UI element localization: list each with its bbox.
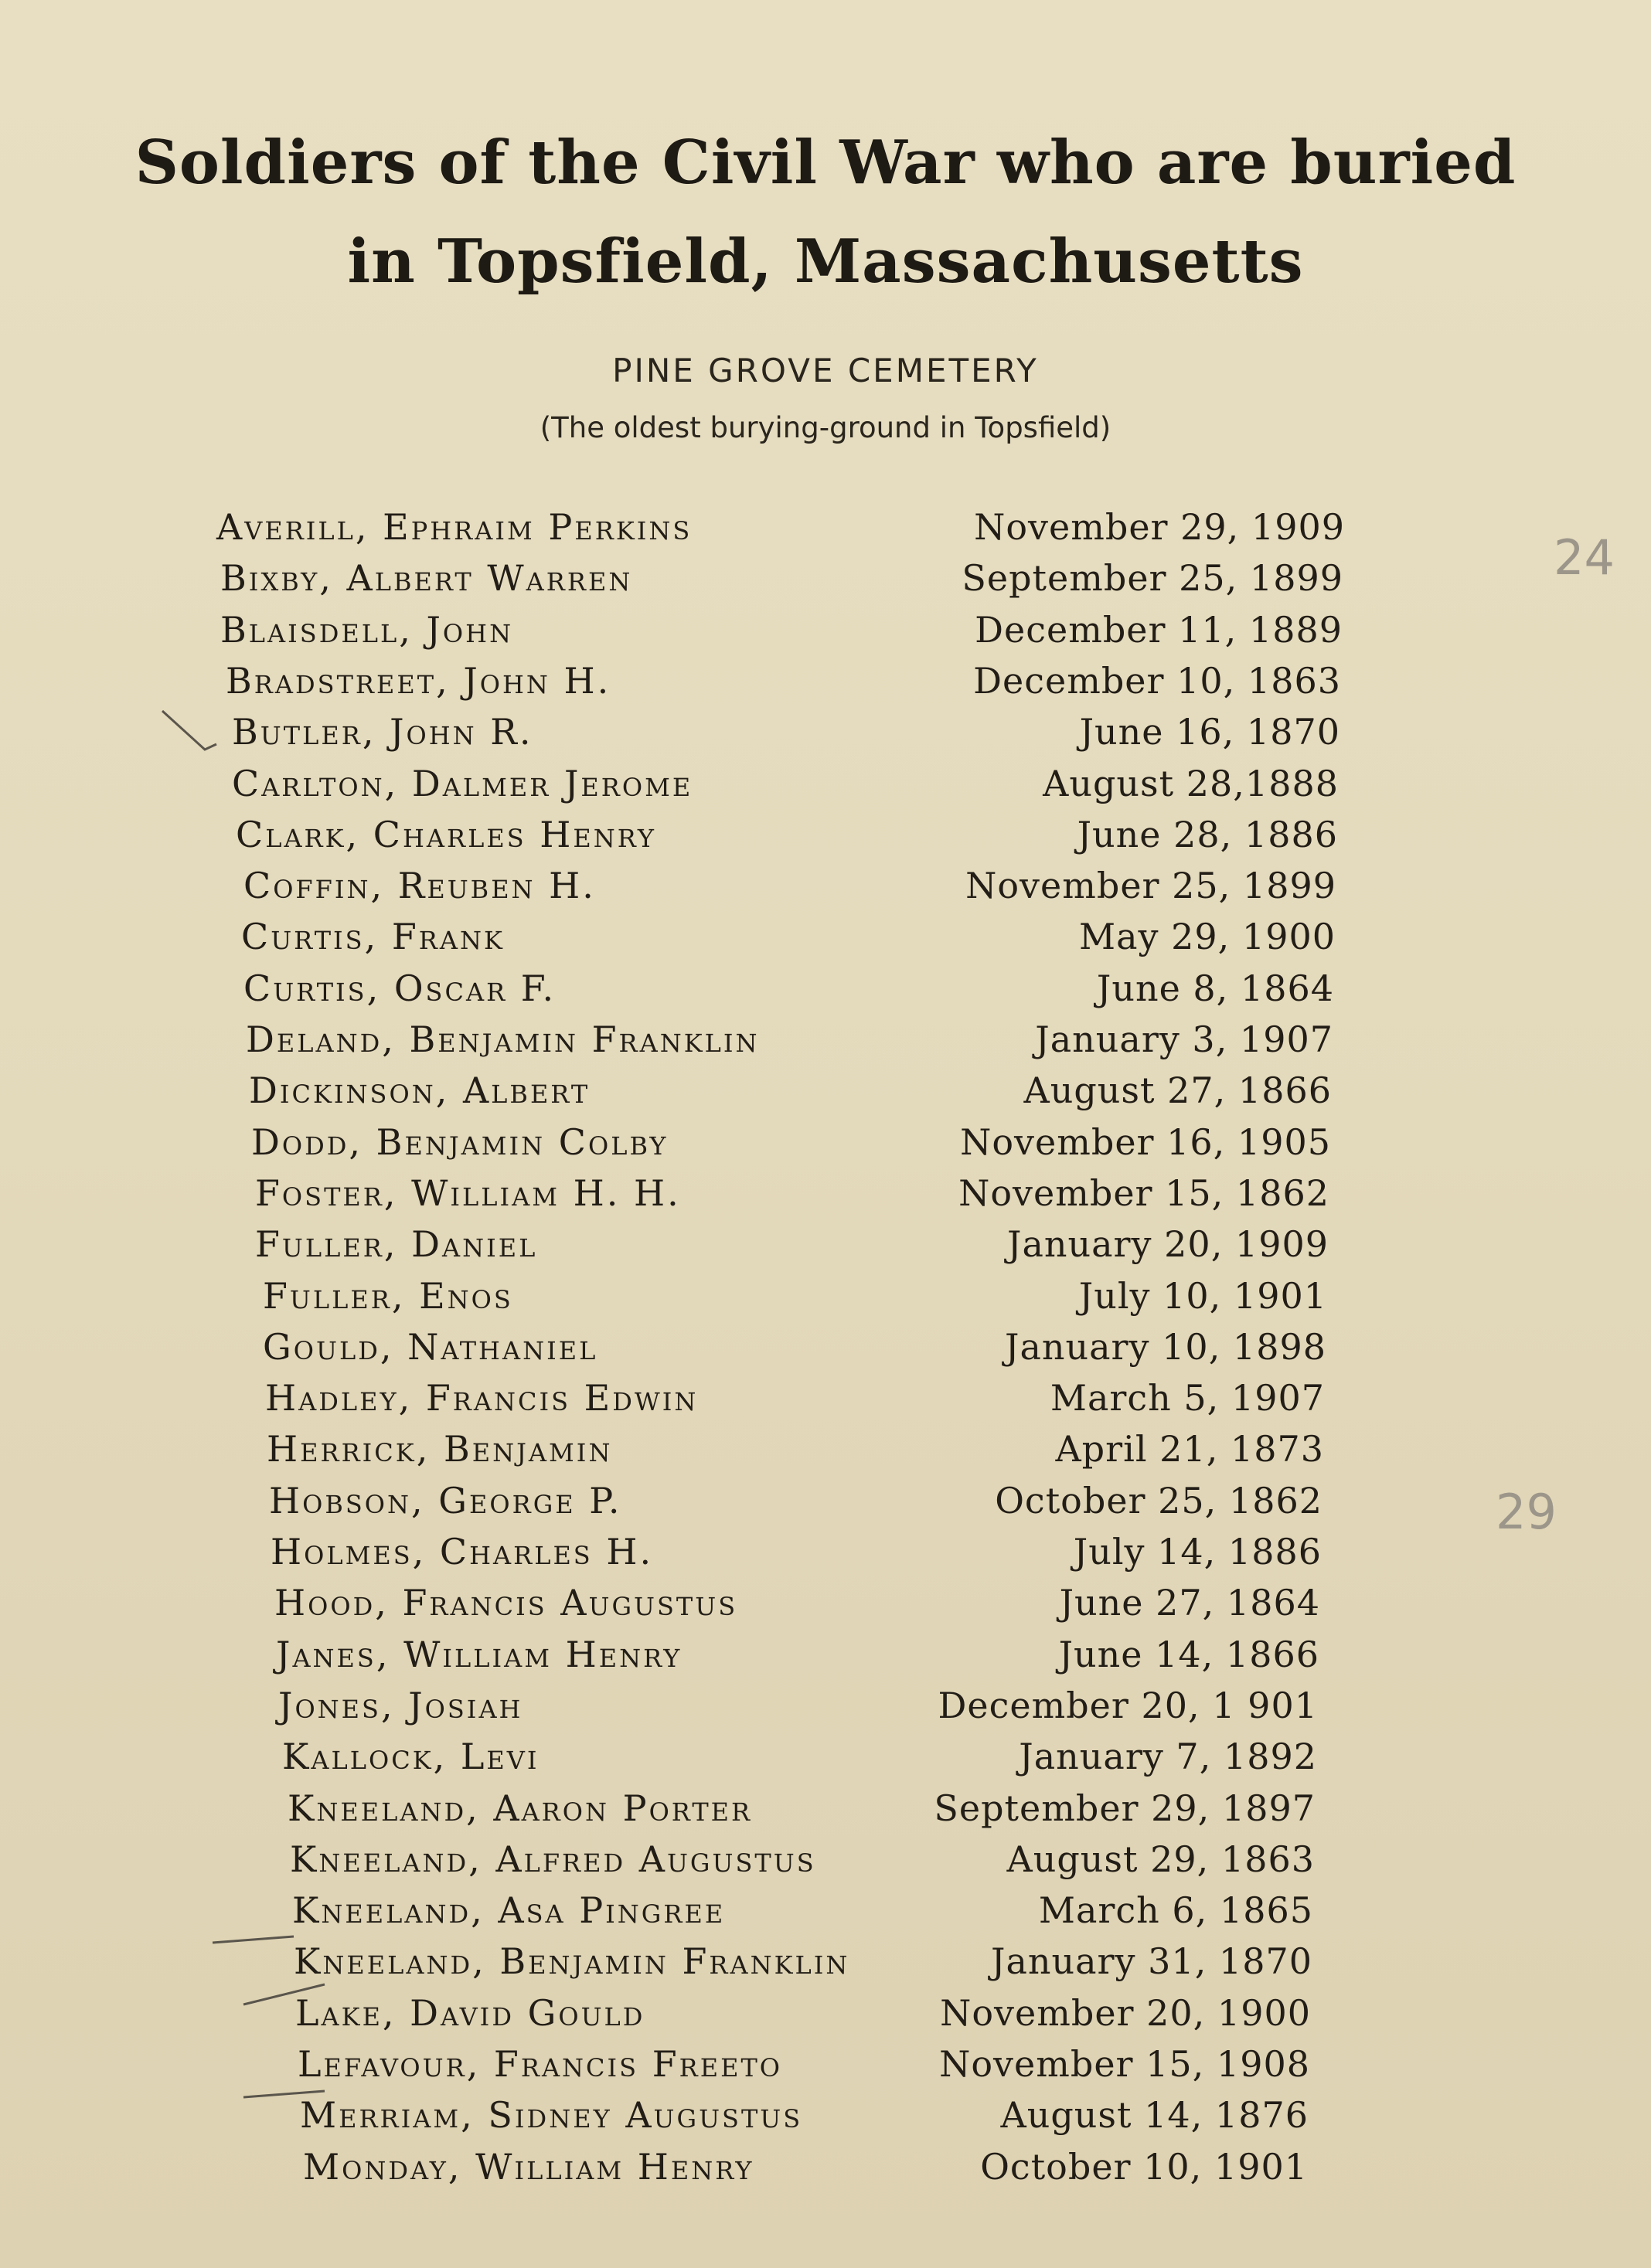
burial-row xyxy=(0,865,1651,916)
burial-row xyxy=(0,814,1651,865)
burial-row xyxy=(0,1069,1651,1120)
burial-row xyxy=(0,1018,1651,1069)
burial-date: July 14, 1886 xyxy=(1073,1531,1322,1573)
burial-date: January 7, 1892 xyxy=(1019,1736,1317,1778)
burial-date: September 25, 1899 xyxy=(962,557,1343,600)
burial-row xyxy=(0,1787,1651,1838)
soldier-name: Holmes, Charles H. xyxy=(271,1531,654,1573)
burial-date: March 5, 1907 xyxy=(1050,1377,1325,1420)
burial-row xyxy=(0,1480,1651,1531)
burial-date: October 10, 1901 xyxy=(980,2145,1308,2188)
margin-note-pencil: 29 xyxy=(1496,1484,1557,1540)
soldier-name: Hood, Francis Augustus xyxy=(274,1582,738,1624)
burial-row xyxy=(0,1326,1651,1377)
burial-row xyxy=(0,660,1651,711)
soldier-name: Lefavour, Francis Freeto xyxy=(298,2043,783,2085)
burial-row xyxy=(0,916,1651,967)
soldier-name: Kneeland, Asa Pingree xyxy=(292,1889,726,1932)
burial-row xyxy=(0,1531,1651,1582)
burial-date: June 14, 1866 xyxy=(1058,1633,1319,1675)
burial-row xyxy=(0,1685,1651,1736)
soldier-name: Hadley, Francis Edwin xyxy=(265,1377,699,1420)
burial-row xyxy=(0,1838,1651,1889)
soldier-name: Carlton, Dalmer Jerome xyxy=(232,762,693,804)
soldier-name: Bradstreet, John H. xyxy=(226,659,611,702)
burial-row xyxy=(0,1582,1651,1633)
burial-date: July 10, 1901 xyxy=(1078,1274,1327,1317)
cemetery-note: (The oldest burying-ground in Topsfield) xyxy=(540,411,1111,444)
title-line-1: Soldiers of the Civil War who are buried xyxy=(134,128,1517,198)
soldier-name: Clark, Charles Henry xyxy=(236,813,656,855)
burial-date: November 20, 1900 xyxy=(940,1991,1311,2034)
burial-date: August 14, 1876 xyxy=(1000,2094,1309,2137)
burial-row xyxy=(0,711,1651,762)
burial-date: May 29, 1900 xyxy=(1079,916,1336,958)
burial-date: April 21, 1873 xyxy=(1055,1428,1324,1471)
burial-date: June 8, 1864 xyxy=(1096,967,1334,1009)
soldier-name: Herrick, Benjamin xyxy=(267,1428,613,1471)
pencil-check-mark xyxy=(158,707,220,761)
soldier-name: Kneeland, Alfred Augustus xyxy=(290,1838,816,1880)
burial-date: December 20, 1 901 xyxy=(938,1684,1318,1726)
soldier-name: Gould, Nathaniel xyxy=(263,1325,598,1368)
cemetery-name: PINE GROVE CEMETERY xyxy=(612,352,1039,389)
burial-row xyxy=(0,1275,1651,1326)
burial-date: December 10, 1863 xyxy=(973,659,1341,702)
soldier-name: Dodd, Benjamin Colby xyxy=(251,1120,669,1163)
soldier-name: Fuller, Daniel xyxy=(255,1223,538,1266)
burial-date: November 15, 1908 xyxy=(939,2043,1310,2085)
burial-row xyxy=(0,506,1651,557)
burial-date: June 27, 1864 xyxy=(1059,1582,1320,1624)
pencil-dash-mark xyxy=(209,1932,301,1947)
soldier-name: Bixby, Albert Warren xyxy=(220,557,633,600)
soldier-name: Merriam, Sidney Augustus xyxy=(300,2094,803,2137)
burial-date: September 29, 1897 xyxy=(934,1787,1316,1829)
soldier-name: Curtis, Oscar F. xyxy=(243,967,557,1009)
burial-row xyxy=(0,1428,1651,1479)
burial-date: November 15, 1862 xyxy=(958,1171,1329,1214)
soldier-name: Lake, David Gould xyxy=(295,1991,645,2034)
soldier-name: Monday, William Henry xyxy=(303,2145,754,2188)
burial-row xyxy=(0,1172,1651,1223)
burial-row xyxy=(0,967,1651,1018)
burial-date: August 29, 1863 xyxy=(1006,1838,1315,1880)
soldier-name: Deland, Benjamin Franklin xyxy=(246,1018,760,1060)
pencil-dash-mark xyxy=(240,2086,332,2102)
burial-row xyxy=(0,557,1651,608)
soldier-name: Foster, William H. H. xyxy=(255,1171,681,1214)
burial-row xyxy=(0,1634,1651,1685)
burial-date: June 28, 1886 xyxy=(1077,813,1338,855)
burial-date: December 11, 1889 xyxy=(975,608,1343,651)
burial-date: January 31, 1870 xyxy=(991,1940,1312,1983)
soldier-name: Butler, John R. xyxy=(232,711,533,753)
margin-note-pencil: 24 xyxy=(1554,529,1615,586)
burial-date: August 28,1888 xyxy=(1043,762,1339,804)
soldier-name: Coffin, Reuben H. xyxy=(243,865,596,907)
burial-date: January 3, 1907 xyxy=(1035,1018,1333,1060)
pencil-dash-mark xyxy=(240,1978,332,2009)
burial-row xyxy=(0,1121,1651,1172)
soldier-name: Kallock, Levi xyxy=(282,1736,540,1778)
soldier-name: Fuller, Enos xyxy=(263,1274,513,1317)
burial-row xyxy=(0,763,1651,814)
burial-row xyxy=(0,2094,1651,2145)
soldier-name: Blaisdell, John xyxy=(220,608,514,651)
soldier-name: Dickinson, Albert xyxy=(249,1069,591,1112)
burial-date: November 25, 1899 xyxy=(965,865,1336,907)
burial-row xyxy=(0,1377,1651,1428)
burial-date: October 25, 1862 xyxy=(995,1479,1323,1522)
burial-row xyxy=(0,1223,1651,1274)
burial-date: January 20, 1909 xyxy=(1007,1223,1329,1266)
burial-row xyxy=(0,2146,1651,2197)
title-line-2: in Topsfield, Massachusetts xyxy=(347,226,1304,297)
burial-date: November 29, 1909 xyxy=(974,506,1345,548)
burial-date: June 16, 1870 xyxy=(1079,711,1340,753)
soldier-name: Kneeland, Aaron Porter xyxy=(288,1787,753,1829)
soldier-name: Kneeland, Benjamin Franklin xyxy=(294,1940,850,1983)
soldier-name: Curtis, Frank xyxy=(241,916,505,958)
soldier-name: Jones, Josiah xyxy=(278,1684,523,1726)
soldier-name: Hobson, George P. xyxy=(269,1479,622,1522)
burial-date: January 10, 1898 xyxy=(1005,1325,1326,1368)
burial-row xyxy=(0,609,1651,660)
burial-row xyxy=(0,1736,1651,1787)
burial-date: August 27, 1866 xyxy=(1023,1069,1332,1112)
burial-date: March 6, 1865 xyxy=(1038,1889,1313,1932)
soldier-name: Averill, Ephraim Perkins xyxy=(216,506,693,548)
burial-date: November 16, 1905 xyxy=(960,1120,1331,1163)
soldier-name: Janes, William Henry xyxy=(276,1633,683,1675)
